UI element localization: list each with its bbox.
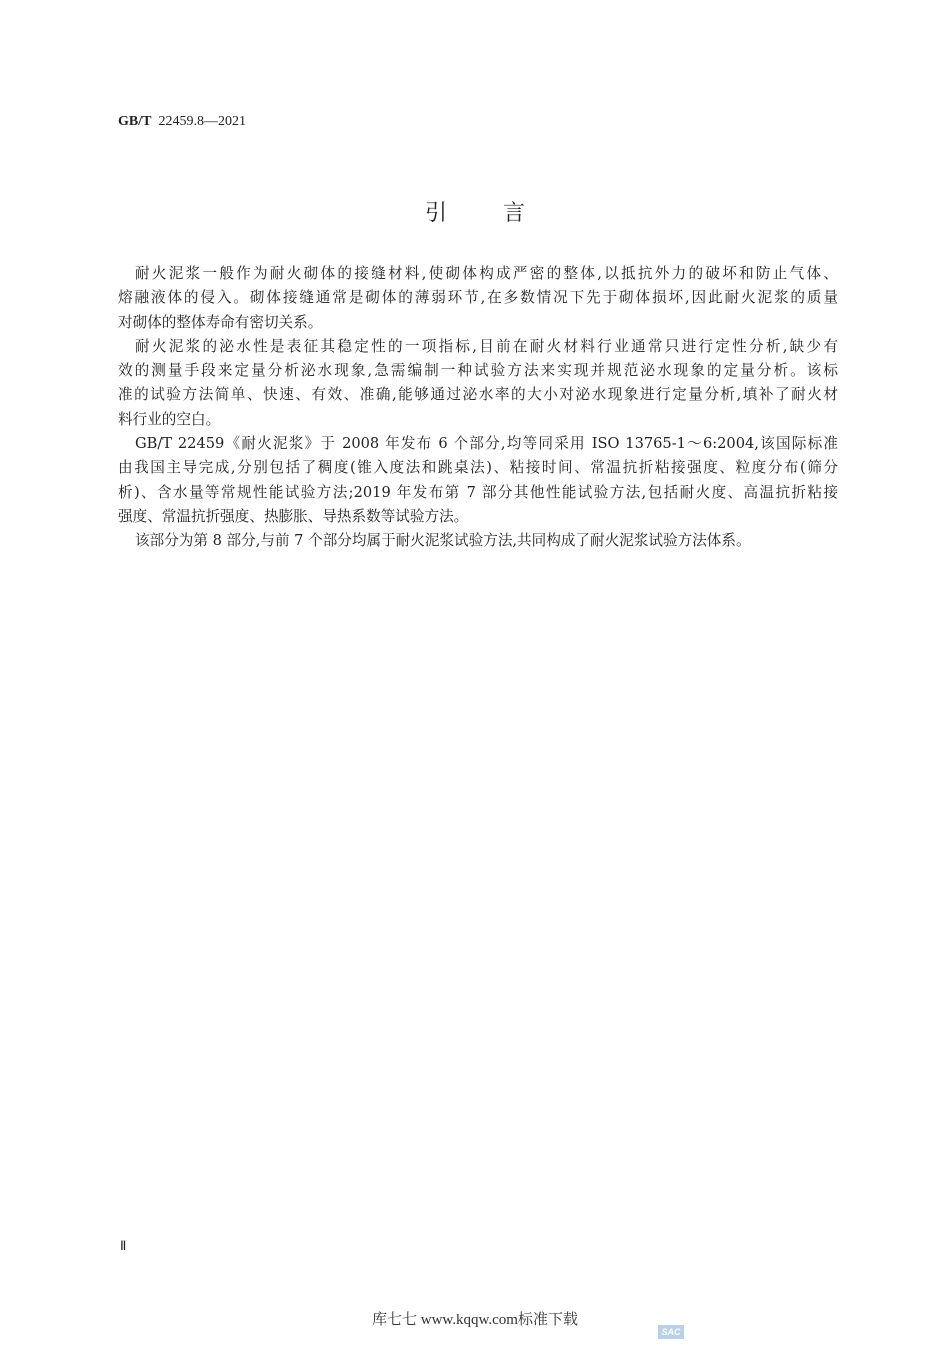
sac-logo: SAC	[658, 1325, 684, 1339]
text-line: 析)、含水量等常规性能试验方法;2019 年发布第 7 部分其他性能试验方法,包括耐火度、高温抗折粘接	[118, 483, 838, 501]
standard-code: GB/T	[118, 114, 152, 129]
text-line: GB/T 22459《耐火泥浆》于 2008 年发布 6 个部分,均等同采用 ISO 13765-1～6:2004,该国际标准	[135, 435, 838, 453]
text-line: 对砌体的整体寿命有密切关系。	[118, 313, 323, 331]
paragraph	[118, 529, 838, 553]
text-line: 由我国主导完成,分别包括了稠度(锥入度法和跳桌法)、粘接时间、常温抗折粘接强度、粒度分布(筛分	[118, 459, 838, 477]
text-line: 该部分为第 8 部分,与前 7 个部分均属于耐火泥浆试验方法,共同构成了耐火泥浆试验方法体系。	[135, 532, 751, 550]
document-body	[118, 262, 838, 554]
paragraph	[118, 432, 838, 529]
paragraph	[118, 262, 838, 335]
text-line: 耐火泥浆一般作为耐火砌体的接缝材料,使砌体构成严密的整体,以抵抗外力的破坏和防止气体、	[135, 265, 838, 282]
footer-watermark: 库七七 www.kqqw.com标准下载	[372, 1312, 578, 1328]
page-number: Ⅱ	[120, 1238, 127, 1253]
standard-number: 22459.8—2021	[158, 114, 246, 129]
text-line: 料行业的空白。	[118, 410, 221, 428]
paragraph	[118, 335, 838, 432]
text-line: 熔融液体的侵入。砌体接缝通常是砌体的薄弱环节,在多数情况下先于砌体损坏,因此耐火泥浆的质量	[118, 289, 838, 307]
text-line: 耐火泥浆的泌水性是表征其稳定性的一项指标,目前在耐火材料行业通常只进行定性分析,缺少有	[135, 337, 838, 355]
page-title: 引言	[424, 201, 581, 226]
text-line: 效的测量手段来定量分析泌水现象,急需编制一种试验方法来实现并规范泌水现象的定量分析。该标	[118, 362, 838, 380]
text-line: 准的试验方法简单、快速、有效、准确,能够通过泌水率的大小对泌水现象进行定量分析,填补了耐火材	[118, 386, 838, 404]
text-line: 强度、常温抗折强度、热膨胀、导热系数等试验方法。	[118, 507, 469, 525]
standard-header	[118, 114, 246, 130]
